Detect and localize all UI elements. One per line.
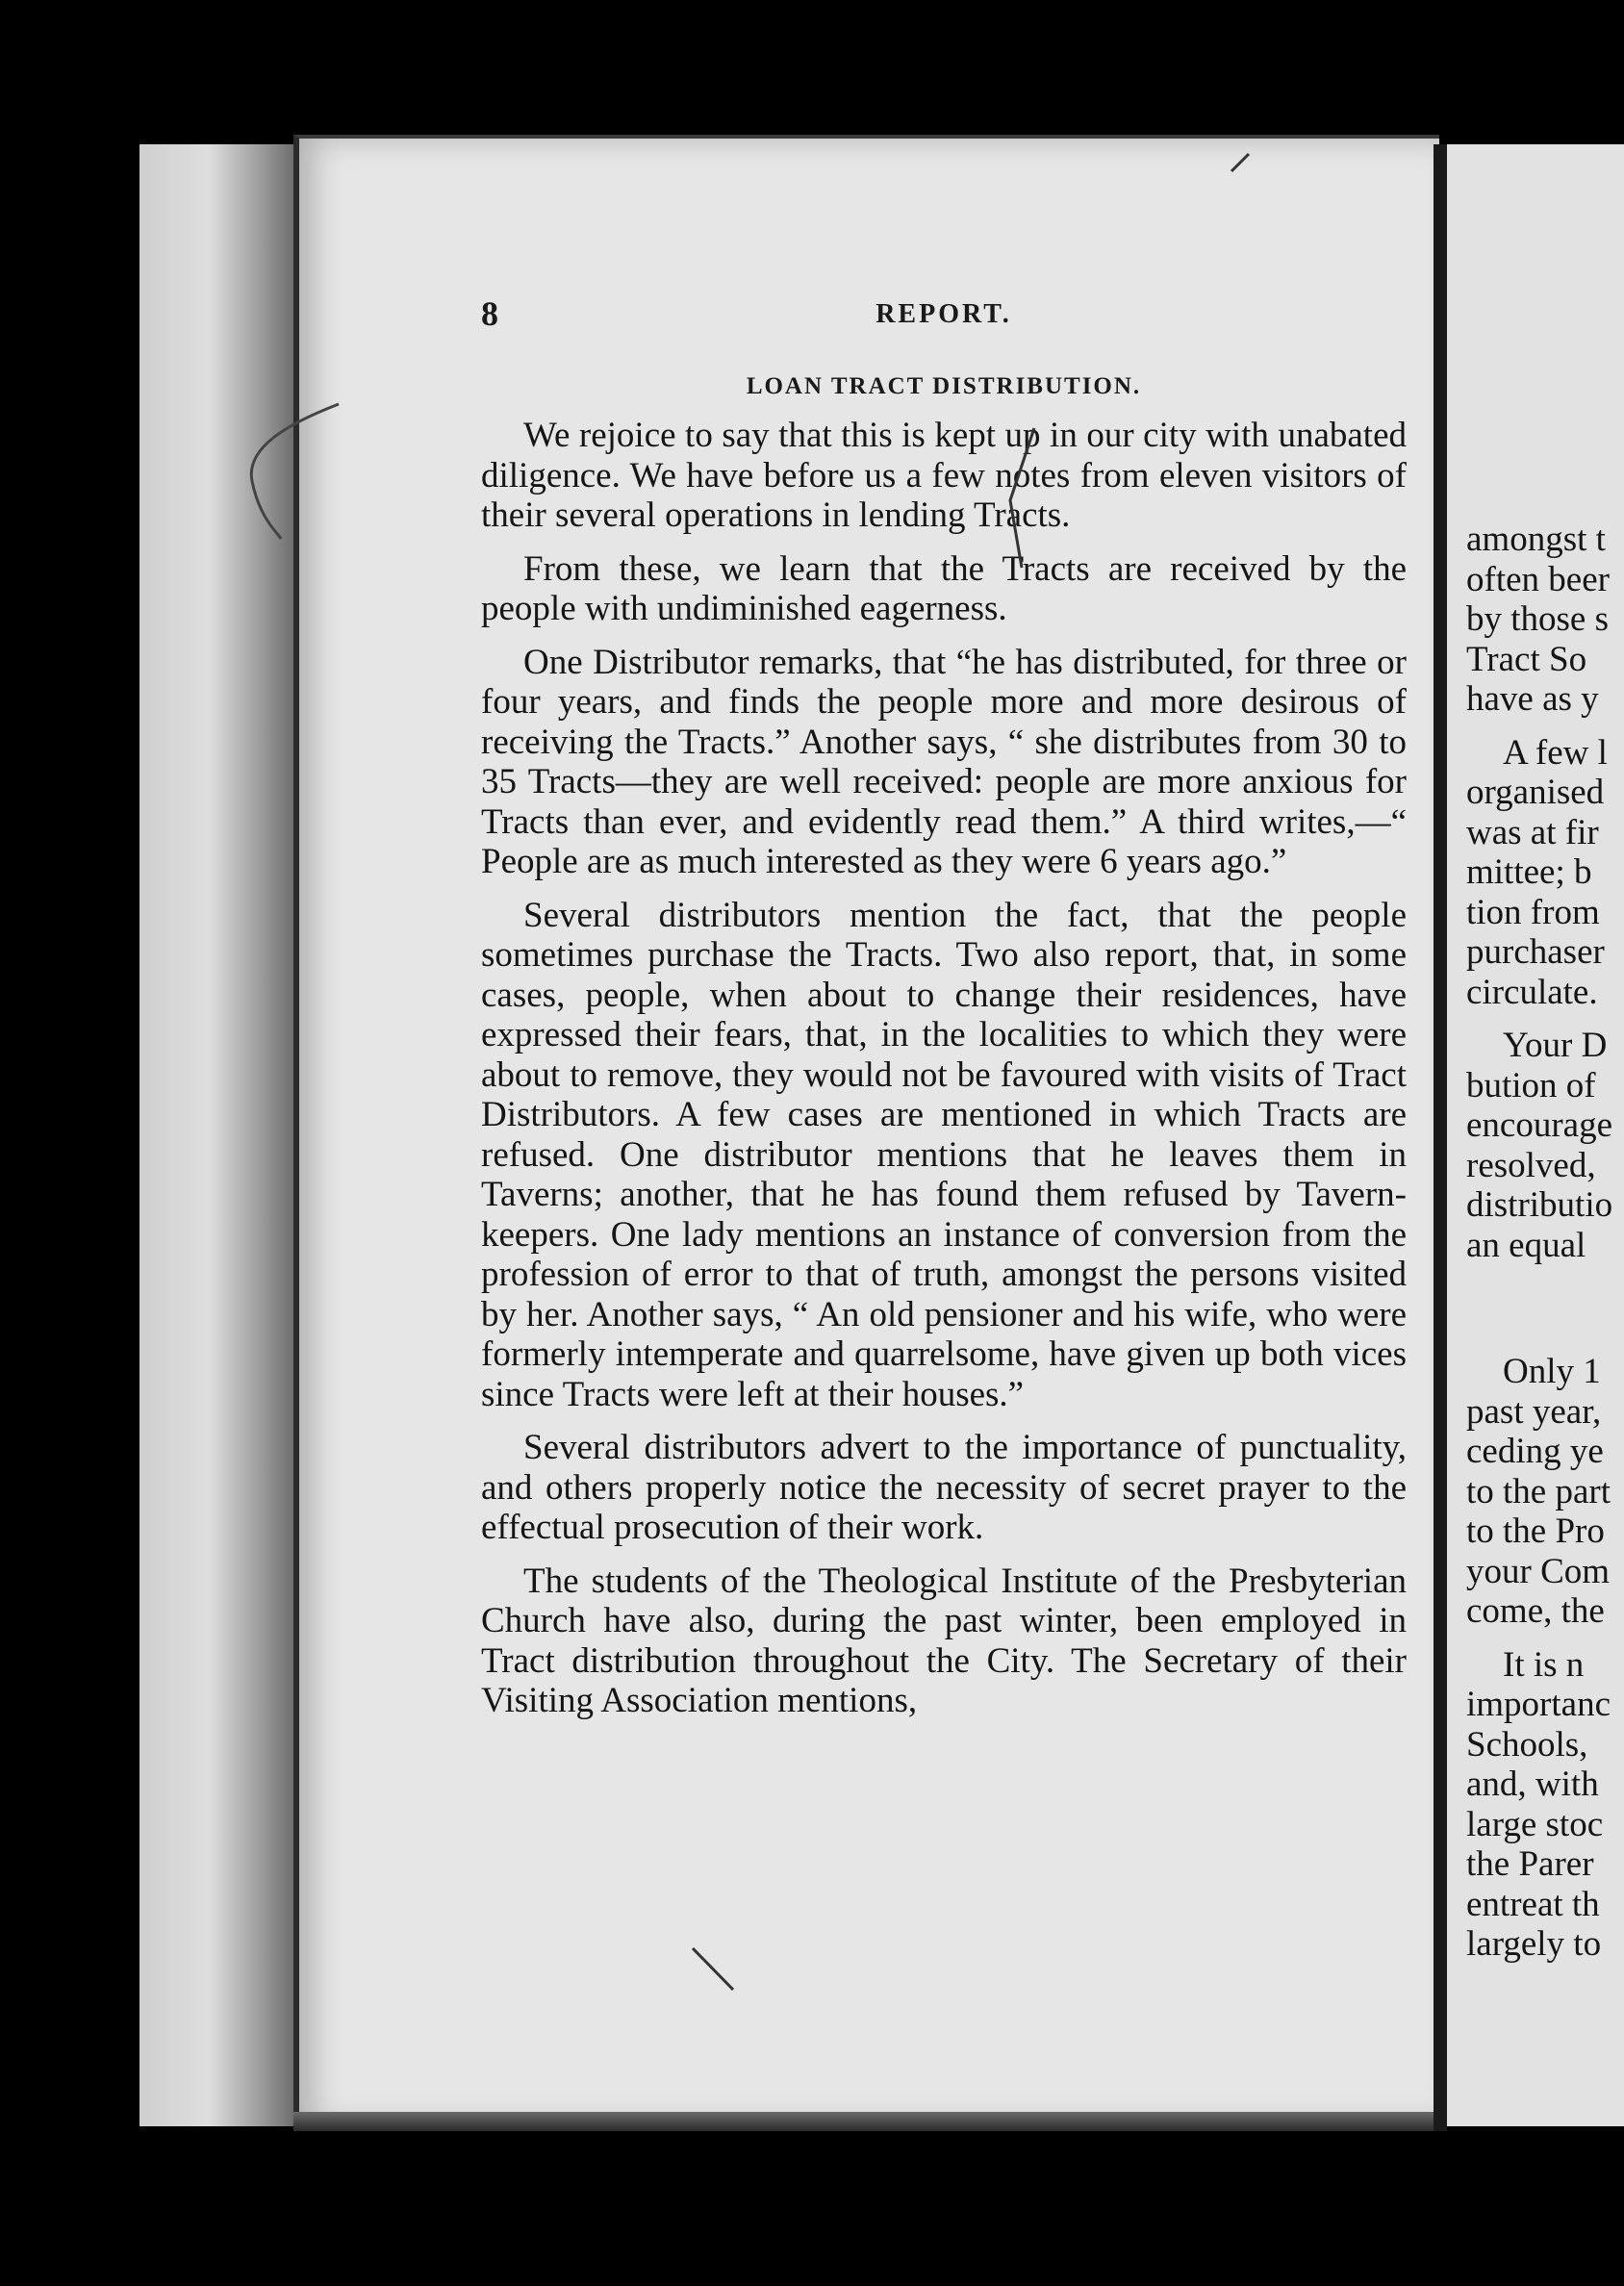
facing-line: the Parer: [1466, 1844, 1594, 1884]
facing-line: organised: [1466, 773, 1605, 812]
paragraph: From these, we learn that the Tracts are received by the people with undiminished eagerness.: [481, 548, 1407, 628]
facing-line: by those s: [1466, 599, 1609, 639]
facing-line: amongst t: [1466, 520, 1606, 559]
paragraph: Several distributors advert to the importance of punctuality, and others properly notice the necessity of secret prayer to the effectual prosecution of their work.: [481, 1428, 1407, 1547]
top-pencil-mark: [1231, 154, 1249, 171]
section-title: LOAN TRACT DISTRIBUTION.: [746, 373, 1142, 399]
margin-pencil-mark: [251, 404, 339, 539]
facing-line: Only 1: [1503, 1352, 1601, 1391]
paragraph: The students of the Theological Institute of the Presbyterian Church have also, during the past winter, been employed in Tract distribution throughout the City. The Secretary of their Visiting Association mentions,: [481, 1561, 1407, 1720]
facing-line: entreat th: [1466, 1884, 1600, 1924]
paragraph: Several distributors mention the fact, that the people sometimes purchase the Tracts. Two also report, that, in some cases, people, when about to change their residences, have expressed their fears, that, in the localities to which they were about to remove, they would not be favoured with visits of Tract Distributors. A few cases are mentioned in which Tracts are refused. One distributor mentions that he leaves them in Taverns; another, that he has found them refused by Tavern-keepers. One lady mentions an instance of conversion from the profession of error to that of truth, amongst the persons visited by her. Another says, “ An old pensioner and his wife, who were formerly intemperate and quarrelsome, have given up both vices since Tracts were left at their houses.”: [481, 895, 1407, 1414]
page-number: 8: [481, 294, 498, 333]
facing-line: distributio: [1466, 1185, 1613, 1225]
facing-line: Schools,: [1466, 1724, 1588, 1765]
facing-line: large stoc: [1466, 1804, 1604, 1844]
facing-line: circulate.: [1466, 972, 1598, 1012]
bottom-pencil-mark: [693, 1948, 733, 1990]
facing-line: encourage: [1466, 1105, 1613, 1145]
facing-line: largely to: [1466, 1924, 1602, 1964]
facing-line: have as y: [1466, 679, 1599, 719]
facing-line: to the part: [1466, 1471, 1611, 1511]
facing-line: your Com: [1466, 1551, 1611, 1591]
paragraph: One Distributor remarks, that “he has distributed, for three or four years, and finds the people more and more desirous of receiving the Tracts.” Another says, “ she distributes from 30 to 35 Tracts—they are well received: people are more anxious for Tracts than ever, and evidently read them.” A third writes,—“ People are as much interested as they were 6 years ago.”: [481, 642, 1407, 881]
facing-line: purchaser: [1466, 932, 1605, 972]
facing-line: often beer: [1466, 559, 1610, 599]
facing-line: come, the: [1466, 1591, 1605, 1631]
facing-line: an equal: [1466, 1225, 1586, 1265]
facing-line: was at fir: [1466, 812, 1599, 852]
facing-line: Tract So: [1466, 639, 1587, 679]
paragraph: We rejoice to say that this is kept up in our city with unabated diligence. We have before us a few notes from eleven visitors of their several operations in lending Tracts.: [481, 416, 1407, 535]
facing-line: and, with: [1466, 1765, 1599, 1804]
facing-line: importanc: [1466, 1685, 1611, 1724]
facing-line: Your D: [1503, 1026, 1608, 1065]
text-pencil-mark: [1010, 428, 1034, 568]
running-head: REPORT.: [875, 299, 1012, 329]
facing-line: ceding ye: [1466, 1432, 1604, 1471]
facing-line: tion from: [1466, 892, 1600, 932]
facing-line: bution of: [1466, 1065, 1596, 1105]
facing-line: to the Pro: [1466, 1511, 1605, 1551]
facing-line: A few l: [1503, 732, 1608, 773]
facing-line: past year,: [1466, 1391, 1602, 1432]
facing-line: It is n: [1503, 1644, 1585, 1685]
facing-line: mittee; b: [1466, 852, 1592, 892]
facing-line: resolved,: [1466, 1145, 1596, 1185]
